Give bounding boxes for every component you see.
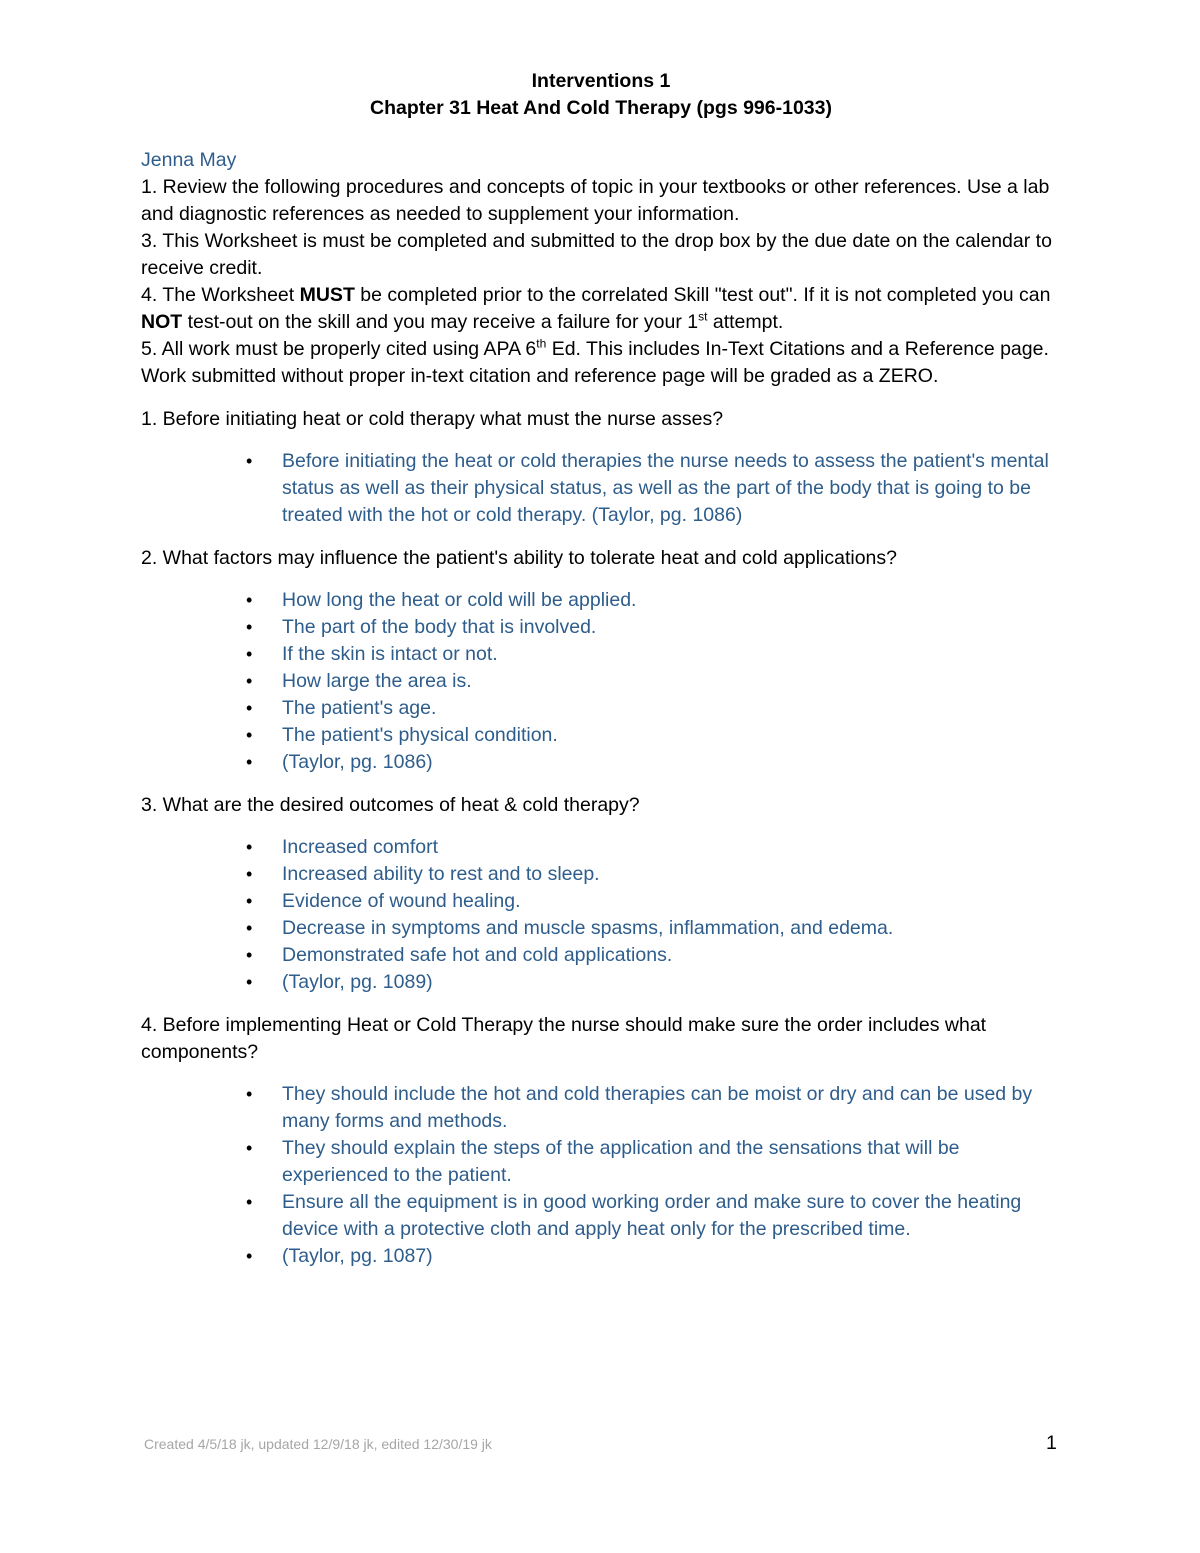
page-number: 1: [1046, 1432, 1057, 1454]
instruction-5-superscript: th: [536, 336, 547, 351]
footer-note: Created 4/5/18 jk, updated 12/9/18 jk, edited 12/30/19 jk: [144, 1436, 492, 1452]
question-4: 4. Before implementing Heat or Cold Therapy the nurse should make sure the order includes what components?: [141, 1014, 987, 1063]
answer-text: They should explain the steps of the application and the sensations that will be experienced to the patient.: [282, 1137, 960, 1186]
list-item: [246, 448, 1061, 529]
instruction-4-superscript: st: [698, 309, 708, 324]
question-1: 1. Before initiating heat or cold therapy what must the nurse asses?: [141, 408, 724, 430]
questions-section: [141, 406, 1061, 1270]
bullet-icon: •: [246, 752, 253, 772]
answer-list: [141, 1081, 1061, 1270]
document-body: [141, 68, 1061, 1270]
instructions-block: [141, 147, 1061, 390]
list-item: [246, 915, 1061, 942]
list-item: [246, 695, 1061, 722]
bullet-icon: •: [246, 837, 253, 857]
list-item: [246, 614, 1061, 641]
bullet-icon: •: [246, 891, 253, 911]
answer-text: Demonstrated safe hot and cold applications.: [282, 944, 673, 966]
bullet-icon: •: [246, 1246, 253, 1266]
bullet-icon: •: [246, 972, 253, 992]
instruction-3: 3. This Worksheet is must be completed and submitted to the drop box by the due date on the calendar to receive credit.: [141, 230, 1052, 279]
answer-text: Ensure all the equipment is in good working order and make sure to cover the heating device with a protective cloth and apply heat only for the prescribed time.: [282, 1191, 1022, 1240]
instruction-4-text-d: attempt.: [707, 311, 784, 333]
list-item: [246, 888, 1061, 915]
answer-text: Before initiating the heat or cold therapies the nurse needs to assess the patient's mental status as well as their physical status, as well as the part of the body that is going to be treated with the hot or cold therapy. (Taylor, pg. 1086): [282, 450, 1049, 526]
author-name: Jenna May: [141, 149, 237, 171]
instruction-4-text-a: 4. The Worksheet: [141, 284, 300, 306]
bullet-icon: •: [246, 1138, 253, 1158]
list-item: [246, 834, 1061, 861]
bullet-icon: •: [246, 1084, 253, 1104]
list-item: [246, 861, 1061, 888]
instruction-5-text-b: Ed. This includes In-Text Citations and a Reference page. Work submitted without proper in-text citation and reference page will be graded as a ZERO.: [141, 338, 1049, 387]
bullet-icon: •: [246, 864, 253, 884]
instruction-4: [141, 282, 1061, 336]
instruction-5: [141, 336, 1061, 390]
answer-text: (Taylor, pg. 1086): [282, 751, 433, 773]
instruction-4-text-b: be completed prior to the correlated Skill "test out". If it is not completed you can: [354, 284, 1051, 306]
list-item: [246, 668, 1061, 695]
list-item: [246, 969, 1061, 996]
answer-text: Increased comfort: [282, 836, 439, 858]
list-item: [246, 1135, 1061, 1189]
bullet-icon: •: [246, 698, 253, 718]
answer-text: They should include the hot and cold therapies can be moist or dry and can be used by many forms and methods.: [282, 1083, 1033, 1132]
bullet-icon: •: [246, 671, 253, 691]
bullet-icon: •: [246, 725, 253, 745]
list-item: [246, 1189, 1061, 1243]
answer-text: The part of the body that is involved.: [282, 616, 597, 638]
answer-list: [141, 448, 1061, 529]
answer-text: (Taylor, pg. 1087): [282, 1245, 433, 1267]
answer-text: The patient's physical condition.: [282, 724, 558, 746]
bullet-icon: •: [246, 918, 253, 938]
answer-text: The patient's age.: [282, 697, 437, 719]
list-item: [246, 749, 1061, 776]
list-item: [246, 1081, 1061, 1135]
answer-text: (Taylor, pg. 1089): [282, 971, 433, 993]
answer-text: Increased ability to rest and to sleep.: [282, 863, 600, 885]
bullet-icon: •: [246, 617, 253, 637]
list-item: [246, 722, 1061, 749]
list-item: [246, 641, 1061, 668]
instruction-4-must: MUST: [299, 284, 355, 306]
answer-list: [141, 587, 1061, 776]
bullet-icon: •: [246, 945, 253, 965]
question-3: 3. What are the desired outcomes of heat & cold therapy?: [141, 794, 640, 816]
answer-text: Evidence of wound healing.: [282, 890, 521, 912]
list-item: [246, 942, 1061, 969]
bullet-icon: •: [246, 451, 253, 471]
answer-text: How long the heat or cold will be applied.: [282, 589, 637, 611]
document-title: Interventions 1: [531, 70, 671, 92]
instruction-5-text-a: 5. All work must be properly cited using APA 6: [141, 338, 537, 360]
instruction-4-not: NOT: [141, 311, 183, 333]
answer-text: Decrease in symptoms and muscle spasms, inflammation, and edema.: [282, 917, 894, 939]
bullet-icon: •: [246, 590, 253, 610]
list-item: [246, 1243, 1061, 1270]
answer-text: How large the area is.: [282, 670, 472, 692]
answer-text: If the skin is intact or not.: [282, 643, 498, 665]
list-item: [246, 587, 1061, 614]
bullet-icon: •: [246, 644, 253, 664]
bullet-icon: •: [246, 1192, 253, 1212]
instruction-1: 1. Review the following procedures and concepts of topic in your textbooks or other references. Use a lab and diagnostic references as needed to supplement your information.: [141, 176, 1050, 225]
question-2: 2. What factors may influence the patient's ability to tolerate heat and cold applications?: [141, 547, 897, 569]
answer-list: [141, 834, 1061, 996]
instruction-4-text-c: test-out on the skill and you may receive a failure for your 1: [182, 311, 699, 333]
document-subtitle: Chapter 31 Heat And Cold Therapy (pgs 996-1033): [370, 97, 832, 119]
